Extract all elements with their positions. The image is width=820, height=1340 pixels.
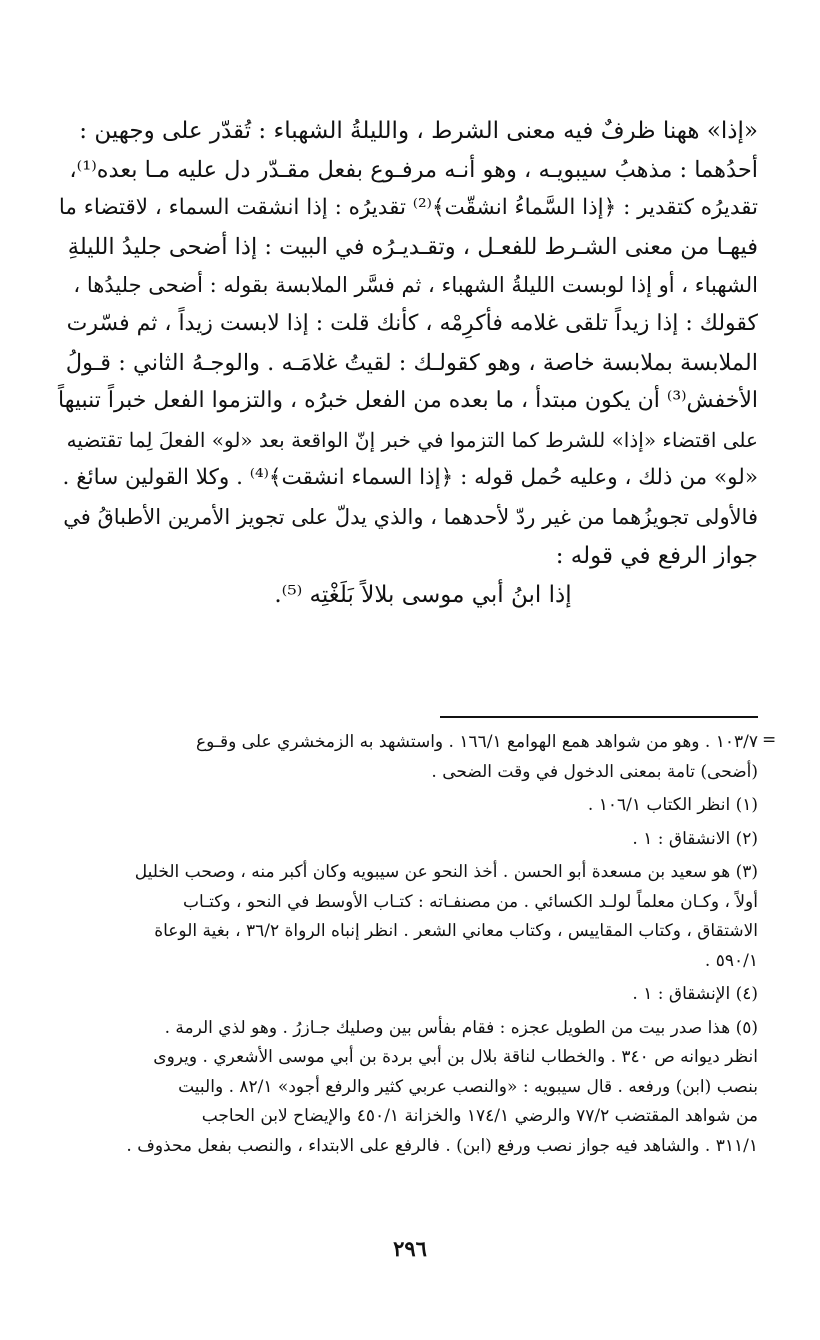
main-text-line: تقديرُه كتقدير : ﴿إذا السَّماءُ انشقّت﴾⁽²⁾ تقديرُه : إذا انشقت السماء ، لاقتضاء ما [58,195,758,221]
footnote-line: الاشتقاق ، وكتاب المقاييس ، وكتاب معاني الشعر . انظر إنباه الرواة ٣٦/٢ ، بغية الوعاة [154,921,758,941]
footnote-separator [440,716,758,718]
main-text-line: «إذا» ههنا ظرفٌ فيه معنى الشرط ، والليلةُ الشهباء : تُقدّر على وجهين : [79,118,758,144]
footnote-line: ٥٩٠/١ . [704,950,758,971]
footnote-line: (٢) الانشقاق : ١ . [632,828,758,849]
footnotes [72,728,758,1161]
footnote-continued [72,728,758,787]
main-text-line: جواز الرفع في قوله : [555,542,758,569]
footnote-line: بنصب (ابن) ورفعه . قال سيبويه : «والنصب عربي كثير والرفع أجود» ٨٢/١ . والبيت [178,1076,758,1097]
footnote-continuation-marker: = [762,730,777,750]
poetry-verse: إذا ابنُ أبي موسى بلالاً بَلَغْتِه ⁽⁵⁾. [274,582,572,609]
main-text-line: أحدُهما : مذهبُ سيبويـه ، وهو أنـه مرفـوع بفعل مقـدّر دل عليه مـا بعده⁽¹⁾، [69,156,758,183]
footnote-line: (٥) هذا صدر بيت من الطويل عجزه : فقام بفأس بين وصليك جـازرُ . وهو لذي الرمة . [164,1017,758,1038]
main-text-line: الأخفش⁽³⁾ أن يكون مبتدأ ، ما بعده من الفعل خبرُه ، والتزموا الفعل خبراً تنبيهاً [58,388,758,414]
footnote-5 [72,1014,758,1162]
footnote-line: أولاً ، وكـان معلماً لولـد الكسائي . من مصنفـاته : كتـاب الأوسط في النحو ، وكتـاب [183,891,758,912]
footnote-line: (٣) هو سعيد بن مسعدة أبو الحسن . أخذ النحو عن سيبويه وكان أكبر منه ، وصحب الخليل [134,862,758,882]
footnote-line: انظر ديوانه ص ٣٤٠ . والخطاب لناقة بلال بن أبي بردة بن أبي موسى الأشعري . ويروى [153,1047,758,1067]
main-text-line: كقولك : إذا زيداً تلقى غلامه فأكرِمْه ، كأنك قلت : إذا لابست زيداً ، ثم فسّرت [66,310,758,336]
footnote-2 [72,825,758,855]
main-text-line: الشهباء ، أو إذا لوبست الليلةُ الشهباء ، ثم فسَّر الملابسة بقوله : أضحى جليدُها ، [73,273,758,298]
main-text-line: فالأولى تجويزُهما من غير ردّ لأحدهما ، والذي يدلّ على تجويز الأمرين الأطباقُ في [63,504,758,529]
footnote-1 [72,791,758,821]
footnote-line: (١) انظر الكتاب ١٠٦/١ . [587,795,758,815]
footnote-line: من شواهد المقتضب ٧٧/٢ والرضي ١٧٤/١ والخزانة ٤٥٠/١ والإيضاح لابن الحاجب [201,1106,758,1126]
footnote-line: ١٠٣/٧ . وهو من شواهد همع الهوامع ١٦٦/١ . واستشهد به الزمخشري على وقـوع [196,732,758,752]
footnote-4 [72,980,758,1010]
footnote-line: ٣١١/١ . والشاهد فيه جواز نصب ورفع (ابن) . فالرفع على الابتداء ، والنصب بفعل محذوف . [126,1135,758,1156]
footnote-line: (أضحى) تامة بمعنى الدخول في وقت الضحى . [431,761,758,782]
main-text-line: فيهـا من معنى الشـرط للفعـل ، وتقـديـرُه في البيت : إذا أضحى جليدُ الليلةِ [67,233,758,260]
footnote-3 [72,858,758,976]
main-text-line: على اقتضاء «إذا» للشرط كما التزموا في خبر إنّ الواقعة بعد «لو» الفعلَ لِما تقتضيه [66,427,758,452]
main-text-line: «لو» من ذلك ، وعليه حُمل قوله : ﴿إذا السماء انشقت﴾⁽⁴⁾ . وكلا القولين سائغ . [62,465,758,491]
main-text-line: الملابسة بملابسة خاصة ، وهو كقولـك : لقيتُ غلامَـه . والوجـهُ الثاني : قـولُ [65,349,758,376]
page-body [58,112,758,615]
footnote-line: (٤) الإنشقاق : ١ . [632,984,758,1004]
page-number: ٢٩٦ [393,1236,427,1261]
main-text [58,112,758,575]
